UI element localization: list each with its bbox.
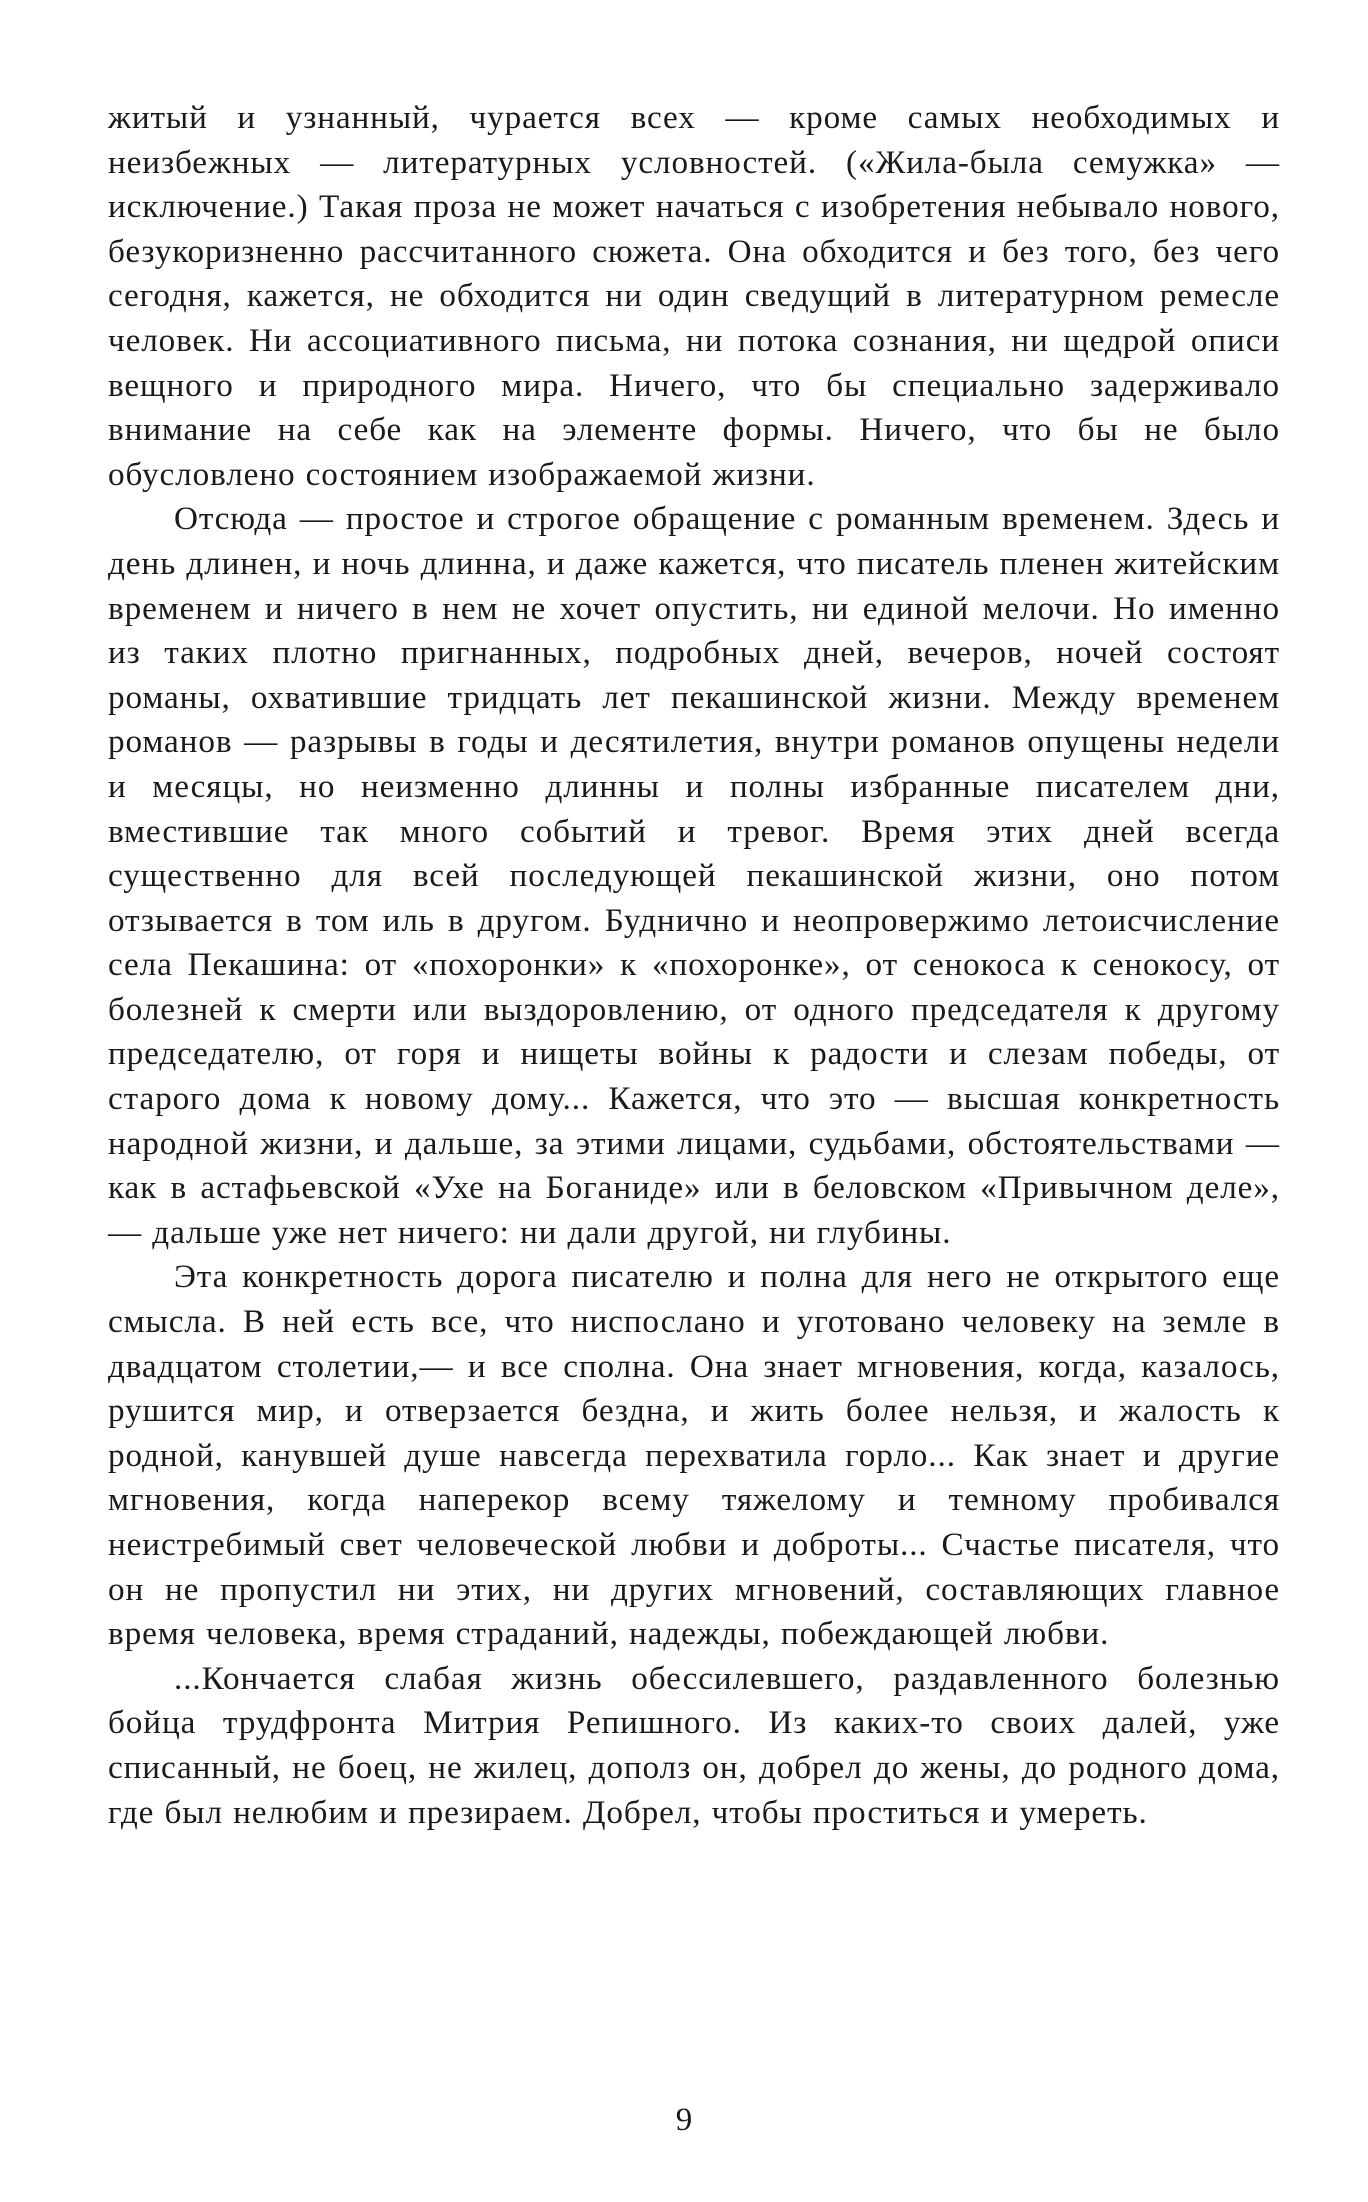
paragraph-4: ...Кончается слабая жизнь обессилевшего, раздавленного болезнью бойца трудфронта Митрия Репишного. Из каких-то своих далей, уже списанный, не боец, не жилец, дополз он, добрел до жены, до родного дома, где был нелюбим и презираем. Добрел, чтобы проститься и умереть. (108, 1659, 1280, 1831)
page-number: 9 (675, 2102, 693, 2138)
paragraph-3: Эта конкретность дорога писателю и полна для него не открытого еще смысла. В ней есть все, что ниспослано и уготовано человеку на земле в двадцатом столетии,— и все сполна. Она знает мгновения, когда, казалось, рушится мир, и отверзается бездна, и жить более нельзя, и жалость к родной, канувшей душе навсегда перехватила горло... Как знает и другие мгновения, когда наперекор всему тяжелому и темному пробивался неистребимый свет человеческой любви и доброты... Счастье писателя, что он не пропустил ни этих, ни других мгновений, составляющих главное время человека, время страданий, надежды, побеждающей любви. (108, 1258, 1280, 1653)
paragraph-2: Отсюда — простое и строгое обращение с романным временем. Здесь и день длинен, и ночь длинна, и даже кажется, что писатель пленен житейским временем и ничего в нем не хочет опустить, ни единой мелочи. Но именно из таких плотно пригнанных, подробных дней, вечеров, ночей состоят романы, охватившие тридцать лет пекашинской жизни. Между временем романов — разрывы в годы и десятилетия, внутри романов опущены недели и месяцы, но неизменно длинны и полны избранные писателем дни, вместившие так много событий и тревог. Время этих дней всегда существенно для всей последующей пекашинской жизни, оно потом отзывается в том иль в другом. Буднично и неопровержимо летоисчисление села Пекашина: от «похоронки» к «похоронке», от сенокоса к сенокосу, от болезней к смерти или выздоровлению, от одного председателя к другому председателю, от горя и нищеты войны к радости и слезам победы, от старого дома к новому дому... Кажется, что это — высшая конкретность народной жизни, и дальше, за этими лицами, судьбами, обстоятельствами — как в астафьевской «Ухе на Боганиде» или в беловском «Привычном деле»,— дальше уже нет ничего: ни дали другой, ни глубины. (108, 500, 1280, 1251)
page-body (108, 96, 1280, 1835)
paragraph-1: житый и узнанный, чурается всех — кроме самых необходимых и неизбежных — литературных условностей. («Жила-была семужка» — исключение.) Такая проза не может начаться с изобретения небывало нового, безукоризненно рассчитанного сюжета. Она обходится и без того, без чего сегодня, кажется, не обходится ни один сведущий в литературном ремесле человек. Ни ассоциативного письма, ни потока сознания, ни щедрой описи вещного и природного мира. Ничего, что бы специально задерживало внимание на себе как на элементе формы. Ничего, что бы не было обусловлено состоянием изображаемой жизни. (108, 99, 1280, 493)
